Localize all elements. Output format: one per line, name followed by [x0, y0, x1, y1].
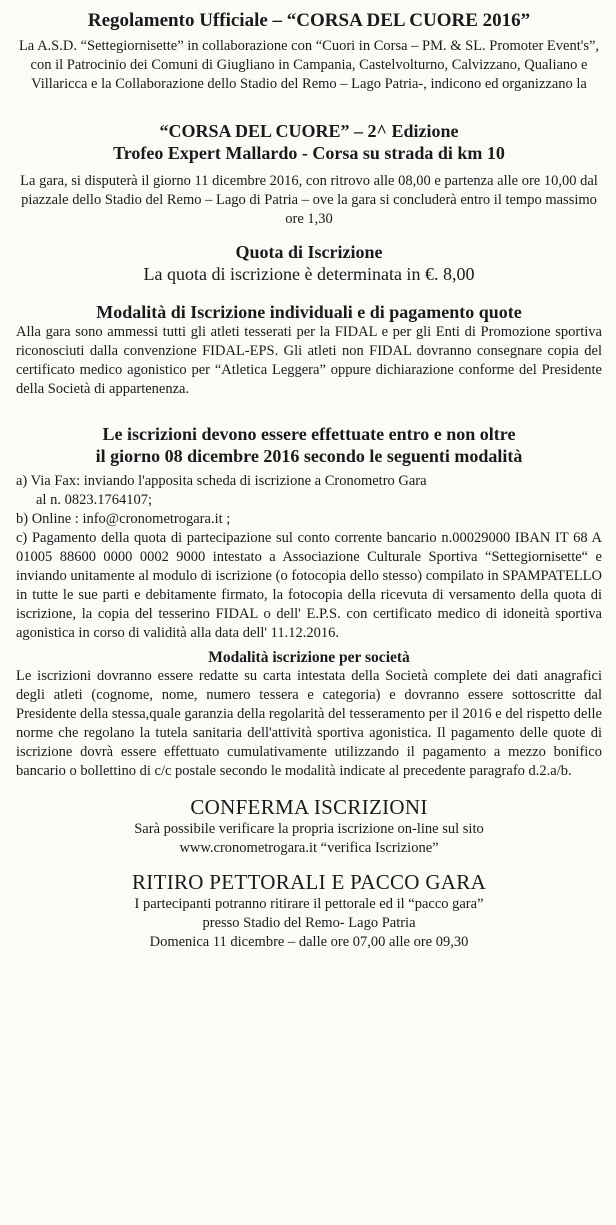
document-title: Regolamento Ufficiale – “CORSA DEL CUORE 2016” — [87, 10, 531, 31]
individual-registration-text: Alla gara sono ammessi tutti gli atleti tesserati per la FIDAL e per gli Enti di Promozione sportiva riconosciuti dalla convenzione FIDAL-EPS. Gli atleti non FIDAL dovranno consegnare copia del certificato medico agonistico per “Atletica Leggera” oppure dichiarazione conforme del Presidente della Società di appartenenza. — [16, 324, 602, 397]
option-online: b) Online : info@cronometrogara.it ; — [16, 511, 231, 527]
confirmation-text-line1: Sarà possibile verificare la propria iscrizione on-line sul sito — [134, 821, 484, 837]
pickup-text-line1: I partecipanti potranno ritirare il pettorale ed il “pacco gara” — [134, 896, 484, 912]
event-subtitle: Trofeo Expert Mallardo - Corsa su strada di km 10 — [113, 143, 505, 163]
pickup-text-line3: Domenica 11 dicembre – dalle ore 07,00 alle ore 09,30 — [149, 934, 469, 950]
event-details: La gara, si disputerà il giorno 11 dicembre 2016, con ritrovo alle 08,00 e partenza alle ore 10,00 dal piazzale dello Stadio del Remo – Lago di Patria – ove la gara si concluderà entro il tempo massimo ore 1,30 — [20, 173, 598, 227]
deadline-heading-line2: il giorno 08 dicembre 2016 secondo le seguenti modalità — [95, 446, 523, 466]
confirmation-text-line2: www.cronometrogara.it “verifica Iscrizione” — [179, 840, 439, 856]
society-registration-heading: Modalità iscrizione per società — [208, 649, 410, 666]
option-fax: a) Via Fax: inviando l'apposita scheda di iscrizione a Cronometro Gara — [16, 473, 427, 489]
individual-registration-heading: Modalità di Iscrizione individuali e di pagamento quote — [96, 302, 522, 322]
fee-heading: Quota di Iscrizione — [235, 242, 383, 262]
deadline-heading-line1: Le iscrizioni devono essere effettuate entro e non oltre — [102, 424, 516, 444]
fee-text: La quota di iscrizione è determinata in €. 8,00 — [143, 264, 475, 284]
intro-paragraph: La A.S.D. “Settegiornisette” in collaborazione con “Cuori in Corsa – PM. & SL. Promoter Event's”, con il Patrocinio dei Comuni di Giugliano in Campania, Castelvolturno, Calvizzano, Qualiano e Villaricca e la Collaborazione dello Stadio del Remo – Lago Patria-, indicono ed organizzano la — [18, 38, 600, 92]
event-title: “CORSA DEL CUORE” – 2^ Edizione — [159, 121, 459, 141]
society-registration-text: Le iscrizioni dovranno essere redatte su carta intestata della Società complete dei dati anagrafici degli atleti (cognome, nome, numero tessera e categoria) e dovranno essere sottoscritte dal Presidente della stessa,quale garanzia della regolarità del tesseramento per il 2016 e del rispetto delle norme che regolano la tutela sanitaria dell'attività sportiva agonistica. Il pagamento delle quote di iscrizione dovrà essere effettuato cumulativamente utilizzando il pagamento a mezzo bonifico bancario o bollettino di c/c postale secondo le modalità indicate al precedente paragrafo d.2.a/b. — [16, 668, 602, 779]
pickup-text-line2: presso Stadio del Remo- Lago Patria — [202, 915, 416, 931]
option-payment: c) Pagamento della quota di partecipazione sul conto corrente bancario n.00029000 IBAN IT 68 A 01005 88600 0000 0002 9000 intestato a Associazione Culturale Sportiva “Settegiornisette“ e inviando unitamente al modulo di iscrizione (o fotocopia dello stesso) compilato in SPAMPATELLO in tutte le sue parti e debitamente firmato, la fotocopia della ricevuta di versamento della quota di iscrizione, la copia del tesserino FIDAL o dell' E.P.S. con certificato medico di idoneità sportiva agonistica in corso di validità alla data dell' 11.12.2016. — [16, 530, 602, 641]
confirmation-heading: CONFERMA ISCRIZIONI — [190, 795, 428, 819]
pickup-heading: RITIRO PETTORALI E PACCO GARA — [131, 870, 487, 894]
option-fax-number: al n. 0823.1764107; — [36, 492, 152, 508]
